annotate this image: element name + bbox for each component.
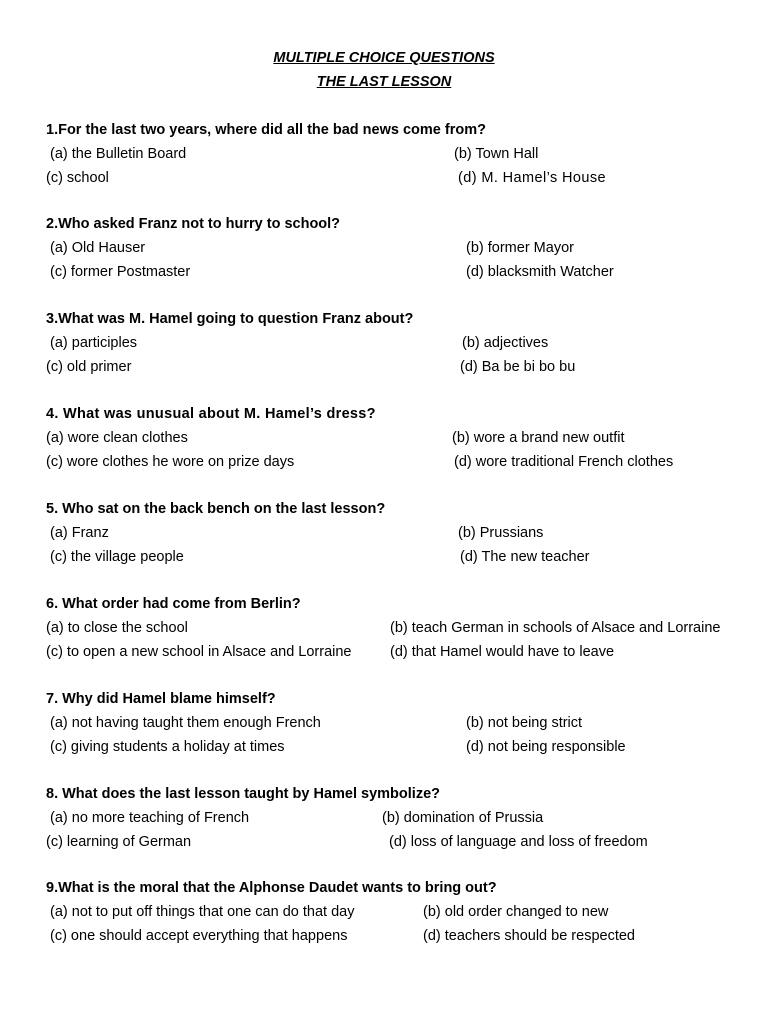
question-stem: 5. Who sat on the back bench on the last lesson? (46, 501, 386, 517)
option-b: (b) domination of Prussia (382, 810, 544, 826)
question-3 (0, 311, 768, 383)
question-stem: 8. What does the last lesson taught by Hamel symbolize? (46, 786, 440, 802)
option-c: (c) giving students a holiday at times (50, 739, 285, 755)
option-a: (a) to close the school (46, 620, 188, 636)
option-c: (c) school (46, 170, 109, 186)
option-d: (d) not being responsible (466, 739, 626, 755)
question-stem: 9.What is the moral that the Alphonse Daudet wants to bring out? (46, 880, 497, 896)
question-stem: 3.What was M. Hamel going to question Franz about? (46, 311, 414, 327)
question-stem: 7. Why did Hamel blame himself? (46, 691, 276, 707)
question-2 (0, 216, 768, 288)
option-c: (c) to open a new school in Alsace and Lorraine (46, 644, 352, 660)
option-b: (b) not being strict (466, 715, 583, 731)
option-c: (c) the village people (50, 549, 184, 565)
option-b: (b) former Mayor (466, 240, 574, 256)
option-d: (d) wore traditional French clothes (454, 454, 674, 470)
option-c: (c) learning of German (46, 834, 192, 850)
option-b: (b) teach German in schools of Alsace and Lorraine (390, 620, 721, 636)
option-c: (c) one should accept everything that happens (50, 928, 348, 944)
option-d: (d) blacksmith Watcher (466, 264, 614, 280)
option-a: (a) the Bulletin Board (50, 146, 187, 162)
question-9 (0, 880, 768, 952)
option-a: (a) not to put off things that one can do that day (50, 904, 355, 920)
option-c: (c) old primer (46, 359, 132, 375)
option-d: (d) that Hamel would have to leave (390, 644, 615, 660)
option-c: (c) former Postmaster (50, 264, 191, 280)
option-d: (d) Ba be bi bo bu (460, 359, 576, 375)
question-1 (0, 122, 768, 194)
option-a: (a) participles (50, 335, 138, 351)
option-b: (b) Prussians (458, 525, 544, 541)
question-7 (0, 691, 768, 763)
option-d: (d) The new teacher (460, 549, 590, 565)
question-stem: 2.Who asked Franz not to hurry to school? (46, 216, 341, 232)
question-stem: 6. What order had come from Berlin? (46, 596, 301, 612)
option-b: (b) adjectives (462, 335, 549, 351)
question-4 (0, 406, 768, 478)
option-a: (a) no more teaching of French (50, 810, 250, 826)
question-stem: 1.For the last two years, where did all the bad news come from? (46, 122, 486, 138)
option-d: (d) loss of language and loss of freedom (389, 834, 648, 850)
option-a: (a) wore clean clothes (46, 430, 188, 446)
option-d: (d) M. Hamel’s House (458, 170, 606, 186)
document-subtitle: THE LAST LESSON (316, 74, 452, 90)
option-b: (b) wore a brand new outfit (452, 430, 625, 446)
question-5 (0, 501, 768, 573)
question-8 (0, 786, 768, 858)
option-b: (b) old order changed to new (423, 904, 609, 920)
question-6 (0, 596, 768, 668)
document-title: MULTIPLE CHOICE QUESTIONS (273, 50, 495, 66)
question-stem: 4. What was unusual about M. Hamel’s dress? (46, 406, 376, 422)
option-a: (a) Franz (50, 525, 109, 541)
option-c: (c) wore clothes he wore on prize days (46, 454, 295, 470)
option-a: (a) Old Hauser (50, 240, 146, 256)
option-d: (d) teachers should be respected (423, 928, 635, 944)
option-a: (a) not having taught them enough French (50, 715, 321, 731)
option-b: (b) Town Hall (454, 146, 539, 162)
